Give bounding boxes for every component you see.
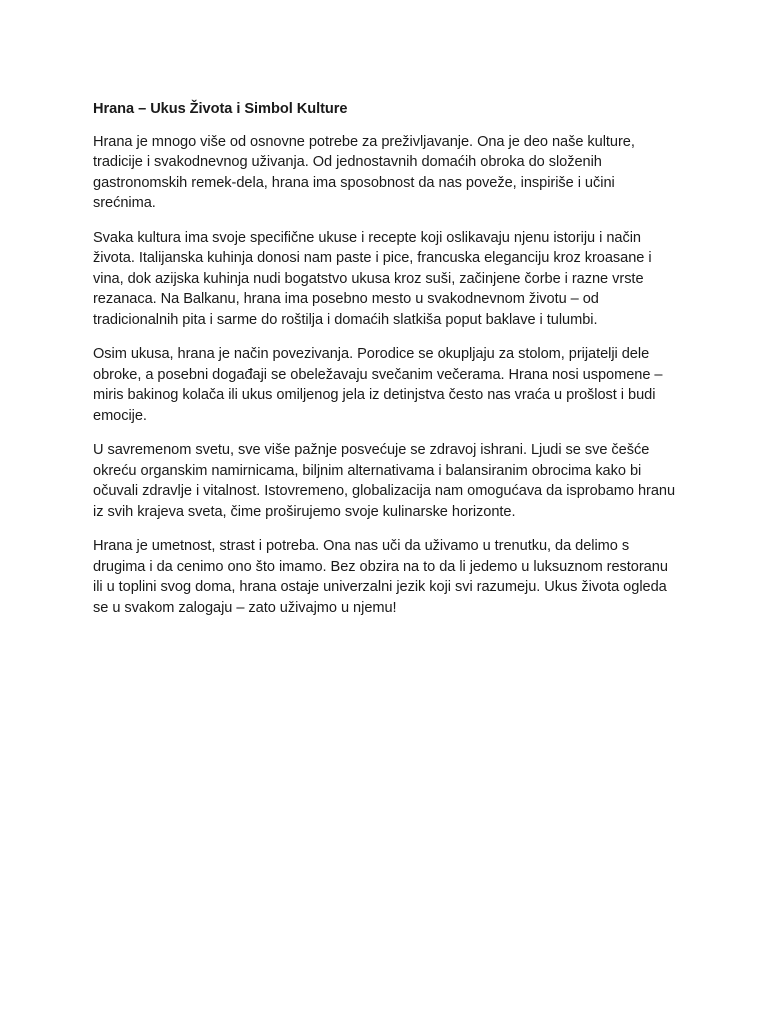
- paragraph-cultures: Svaka kultura ima svoje specifične ukuse i recepte koji oslikavaju njenu istoriju i način života. Italijanska kuhinja donosi nam paste i pice, francuska eleganciju kroz kroasane i vina, dok azijska kuhinja nudi bogatstvo ukusa kroz suši, začinjene čorbe i razne vrste rezanaca. Na Balkanu, hrana ima posebno mesto u svakodnevnom životu – od tradicionalnih pita i sarme do roštilja i domaćih slatkiša poput baklave i tulumbi.: [93, 229, 652, 328]
- document-title: Hrana – Ukus Života i Simbol Kulture: [93, 101, 348, 117]
- paragraph-conclusion: Hrana je umetnost, strast i potreba. Ona nas uči da uživamo u trenutku, da delimo s drugima i da cenimo ono što imamo. Bez obzira na to da li jedemo u luksuznom restoranu ili u toplini svog doma, hrana ostaje univerzalni jezik koji svi razumeju. Ukus života ogleda se u svakom zalogaju – zato uživajmo u njemu!: [93, 538, 668, 616]
- paragraph-intro: Hrana je mnogo više od osnovne potrebe za preživljavanje. Ona je deo naše kulture, tradicije i svakodnevnog uživanja. Od jednostavnih domaćih obroka do složenih gastronomskih remek-dela, hrana ima sposobnost da nas poveže, inspiriše i učini srećnima.: [93, 133, 635, 211]
- document-page: [93, 99, 678, 632]
- paragraph-modern-world: U savremenom svetu, sve više pažnje posvećuje se zdravoj ishrani. Ljudi se sve češće okreću organskim namirnicama, biljnim alternativama i balansiranim obrocima kako bi očuvali zdravlje i vitalnost. Istovremeno, globalizacija nam omogućava da isprobamo hranu iz svih krajeva sveta, čime proširujemo svoje kulinarske horizonte.: [93, 442, 676, 520]
- paragraph-connection: Osim ukusa, hrana je način povezivanja. Porodice se okupljaju za stolom, prijatelji dele obroke, a posebni događaji se obeležavaju svečanim večerama. Hrana nosi uspomene – miris bakinog kolača ili ukus omiljenog jela iz detinjstva često nas vraća u prošlost i budi emocije.: [93, 346, 663, 424]
